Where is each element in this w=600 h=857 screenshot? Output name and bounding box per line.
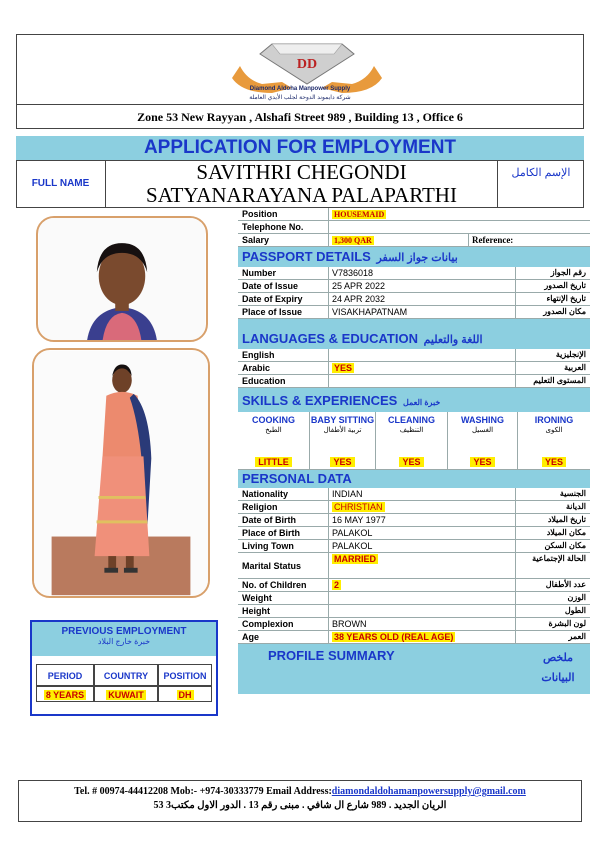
passport-label-arabic: مكان الصدور [543, 307, 586, 316]
personal-label-arabic: عدد الأطفال [545, 580, 586, 589]
company-name-arabic: شركة دايموند الدوحة لجلب الأيدي العاملة [249, 95, 351, 101]
full-name-line-2: SATYANARAYANA PALAPARTHI [146, 183, 457, 207]
salary-value: 1,300 QAR [334, 236, 372, 245]
skill-name: WASHING [460, 415, 504, 425]
passport-row [238, 280, 590, 293]
personal-label-arabic: الوزن [567, 593, 586, 602]
prev-header-position: POSITION [158, 664, 212, 686]
full-name-value [106, 160, 498, 208]
prev-value-country [94, 686, 158, 702]
personal-row [238, 592, 590, 605]
company-name: Diamond Aldoha Manpower Supply [249, 86, 351, 92]
previous-employment-title-arabic: خبرة خارج البلاد [97, 637, 151, 646]
skill-name: COOKING [251, 415, 295, 425]
personal-row [238, 618, 590, 631]
skill-name-arabic: الطبخ [265, 427, 282, 434]
personal-label: Date of Birth [242, 515, 296, 525]
skill-name: IRONING [534, 415, 574, 425]
passport-value: 24 APR 2032 [332, 294, 386, 304]
language-label: Education [242, 376, 286, 386]
skill-cleaning [376, 412, 448, 470]
language-label-arabic: الإنجليزية [555, 350, 586, 359]
footer-contact [19, 785, 581, 799]
language-label: Arabic [242, 363, 271, 373]
portrait-photo [36, 216, 208, 342]
personal-row [238, 527, 590, 540]
full-name-label-arabic: الإسم الكامل [511, 167, 571, 179]
full-name-label: FULL NAME [16, 160, 106, 208]
personal-row [238, 514, 590, 527]
language-row [238, 375, 590, 388]
info-column [238, 208, 590, 694]
personal-label: Nationality [242, 489, 289, 499]
skill-name-arabic: تربية الأطفال [323, 427, 362, 434]
personal-label-arabic: تاريخ الميلاد [547, 515, 586, 524]
skill-name-arabic: الغسيل [471, 427, 494, 434]
full-body-photo [32, 348, 210, 598]
skills-section-header [238, 388, 590, 412]
personal-label-arabic: الحالة الإجتماعية [532, 554, 586, 563]
personal-label-arabic: الديانة [565, 502, 586, 511]
passport-title: PASSPORT DETAILS [242, 249, 371, 264]
position-row [238, 208, 590, 221]
full-name-line-1: SAVITHRI CHEGONDI [196, 160, 407, 184]
personal-label: Height [242, 606, 270, 616]
svg-text:DD: DD [296, 57, 318, 72]
language-label: English [242, 350, 275, 360]
passport-label: Number [242, 268, 277, 278]
language-label-arabic: المستوى التعليم [533, 376, 586, 385]
passport-row [238, 293, 590, 306]
previous-employment-title [32, 622, 216, 656]
passport-label: Date of Expiry [242, 294, 303, 304]
personal-value: PALAKOL [332, 541, 373, 551]
passport-value: V7836018 [332, 268, 374, 278]
footer-address-arabic: 53 الريان الجديد . 989 شارع ال شافي . مبنى رقم 13 . الدور الاول مكتب3 [153, 800, 447, 811]
previous-employment-title-text: PREVIOUS EMPLOYMENT [61, 626, 187, 637]
personal-row [238, 605, 590, 618]
personal-label: Complexion [242, 619, 294, 629]
languages-section-header [238, 319, 590, 349]
passport-label-arabic: تاريخ الإنتهاء [546, 294, 586, 303]
prev-header-country: COUNTRY [94, 664, 158, 686]
prev-value-position [158, 686, 212, 702]
passport-label-arabic: رقم الجواز [550, 268, 586, 277]
skill-cooking [238, 412, 310, 470]
skill-name: BABY SITTING [310, 415, 375, 425]
language-label-arabic: العربية [564, 363, 586, 372]
language-row [238, 362, 590, 375]
personal-label-arabic: العمر [568, 632, 586, 641]
passport-row [238, 267, 590, 280]
skill-baby-sitting [310, 412, 376, 470]
telephone-label: Telephone No. [242, 222, 304, 232]
passport-label: Date of Issue [242, 281, 299, 291]
prev-value-period-text: 8 YEARS [45, 690, 85, 700]
personal-label: No. of Children [242, 580, 307, 590]
prev-value-position-text: DH [178, 690, 192, 700]
personal-label: Place of Birth [242, 528, 301, 538]
language-value: YES [334, 363, 353, 373]
passport-row [238, 306, 590, 319]
passport-value: VISAKHAPATNAM [332, 307, 408, 317]
footer-email-link[interactable]: diamondaldohamanpowersupply@gmail.com [331, 786, 526, 797]
footer [18, 780, 582, 822]
personal-row [238, 501, 590, 514]
reference-label: Reference: [472, 235, 514, 245]
personal-value: MARRIED [334, 554, 376, 564]
prev-header-period: PERIOD [36, 664, 94, 686]
skill-value: YES [470, 457, 494, 467]
prev-value-period [36, 686, 94, 702]
passport-value: 25 APR 2022 [332, 281, 386, 291]
personal-value: INDIAN [332, 489, 363, 499]
personal-label: Religion [242, 502, 278, 512]
passport-label: Place of Issue [242, 307, 303, 317]
personal-label-arabic: مكان الميلاد [546, 528, 586, 537]
personal-row [238, 540, 590, 553]
profile-summary-title: PROFILE SUMMARY [268, 648, 395, 663]
profile-summary-title-arabic: ملخص البيانات [541, 652, 575, 684]
personal-value: 38 YEARS OLD (REAL AGE) [334, 632, 454, 642]
skill-value: YES [330, 457, 354, 467]
personal-label-arabic: لون البشرة [548, 619, 586, 628]
skill-value: LITTLE [255, 457, 292, 467]
personal-title: PERSONAL DATA [242, 471, 352, 486]
language-row [238, 349, 590, 362]
personal-row [238, 553, 590, 579]
languages-title: LANGUAGES & EDUCATION [242, 331, 418, 346]
profile-summary [238, 644, 590, 694]
personal-value: BROWN [332, 619, 367, 629]
telephone-row [238, 221, 590, 234]
personal-label-arabic: الجنسية [559, 489, 586, 498]
position-label: Position [242, 209, 278, 219]
passport-label-arabic: تاريخ الصدور [544, 281, 586, 290]
personal-row [238, 488, 590, 501]
personal-row [238, 579, 590, 592]
skills-table [238, 412, 590, 470]
personal-label: Weight [242, 593, 272, 603]
skills-title-arabic: خبرة العمل [402, 398, 441, 407]
passport-section-header [238, 247, 590, 267]
personal-section-header [238, 470, 590, 488]
footer-contact-text: Tel. # 00974-44412208 Mob:- +974-30333779 Email Address: [74, 786, 332, 797]
prev-value-country-text: KUWAIT [108, 690, 144, 700]
personal-label-arabic: مكان السكن [544, 541, 586, 550]
skill-value: YES [542, 457, 566, 467]
personal-label: Age [242, 632, 260, 642]
position-value: HOUSEMAID [334, 210, 385, 219]
company-address: Zone 53 New Rayyan , Alshafi Street 989 , Building 13 , Office 6 [16, 104, 584, 129]
skill-name-arabic: التنظيف [399, 427, 424, 434]
personal-label: Marital Status [242, 561, 302, 571]
skill-value: YES [399, 457, 423, 467]
personal-value: PALAKOL [332, 528, 373, 538]
skills-title: SKILLS & EXPERIENCES [242, 393, 398, 408]
salary-label: Salary [242, 235, 270, 245]
skill-name-arabic: الكوى [545, 427, 563, 434]
page-title: APPLICATION FOR EMPLOYMENT [16, 136, 584, 160]
skill-washing [448, 412, 518, 470]
personal-value: 2 [334, 580, 340, 590]
personal-row [238, 631, 590, 644]
salary-row [238, 234, 590, 247]
skill-name: CLEANING [388, 415, 435, 425]
personal-label: Living Town [242, 541, 294, 551]
skill-ironing [518, 412, 590, 470]
passport-title-arabic: بيانات جواز السفر [376, 252, 458, 264]
personal-value: 16 MAY 1977 [332, 515, 386, 525]
languages-title-arabic: اللغة والتعليم [423, 334, 483, 346]
personal-label-arabic: الطول [564, 606, 586, 615]
personal-value: CHRISTIAN [334, 502, 383, 512]
